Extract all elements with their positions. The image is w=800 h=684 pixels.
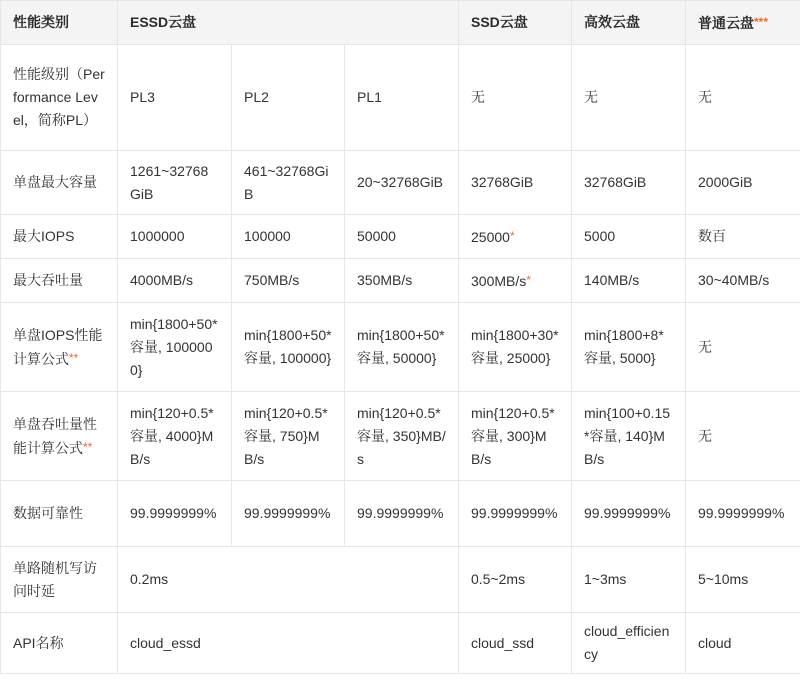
cell-pl1: 350MB/s [345, 259, 459, 303]
cell-essd: cloud_essd [118, 613, 459, 674]
cell-efficiency: cloud_efficiency [572, 613, 686, 674]
row-label-performance-level: 性能级别（Performance Level，简称PL） [1, 45, 118, 151]
row-label-text: 单盘IOPS性能计算公式 [13, 326, 103, 367]
cell-basic: 5~10ms [686, 547, 800, 613]
cell-pl1: 20~32768GiB [345, 151, 459, 215]
cell-efficiency: 5000 [572, 215, 686, 259]
cell-pl3: PL3 [118, 45, 232, 151]
row-label-reliability: 数据可靠性 [1, 481, 118, 547]
row-label-iops-formula [1, 303, 118, 392]
cell-ssd: 0.5~2ms [459, 547, 572, 613]
cell-ssd: 99.9999999% [459, 481, 572, 547]
cell-efficiency: 99.9999999% [572, 481, 686, 547]
cell-pl3: 4000MB/s [118, 259, 232, 303]
cell-ssd-value: 25000 [471, 228, 510, 245]
cell-pl3: min{1800+50*容量, 1000000} [118, 303, 232, 392]
header-basic-footnote-mark: *** [754, 14, 769, 29]
cell-pl1: 50000 [345, 215, 459, 259]
cell-basic: 2000GiB [686, 151, 800, 215]
cell-basic: 99.9999999% [686, 481, 800, 547]
cell-pl2: PL2 [232, 45, 345, 151]
cell-basic: 无 [686, 392, 800, 481]
table-row [1, 215, 800, 259]
cell-pl2: 100000 [232, 215, 345, 259]
cell-basic: 无 [686, 45, 800, 151]
row-label-throughput-formula [1, 392, 118, 481]
header-ssd: SSD云盘 [459, 1, 572, 45]
header-basic [686, 1, 800, 45]
row-label-max-throughput: 最大吞吐量 [1, 259, 118, 303]
cell-pl2: min{1800+50*容量, 100000} [232, 303, 345, 392]
row-label-api-name: API名称 [1, 613, 118, 674]
table-row [1, 45, 800, 151]
cell-efficiency: min{100+0.15*容量, 140}MB/s [572, 392, 686, 481]
cell-ssd: min{1800+30*容量, 25000} [459, 303, 572, 392]
cell-ssd [459, 259, 572, 303]
cell-pl1: PL1 [345, 45, 459, 151]
footnote-mark: ** [83, 439, 93, 454]
row-label-latency: 单路随机写访问时延 [1, 547, 118, 613]
cell-pl2: 461~32768GiB [232, 151, 345, 215]
header-basic-label: 普通云盘 [698, 14, 754, 31]
table-row [1, 547, 800, 613]
table-row [1, 481, 800, 547]
cell-pl3: min{120+0.5*容量, 4000}MB/s [118, 392, 232, 481]
cell-basic: 数百 [686, 215, 800, 259]
row-label-max-iops: 最大IOPS [1, 215, 118, 259]
cell-efficiency: 1~3ms [572, 547, 686, 613]
row-label-max-capacity: 单盘最大容量 [1, 151, 118, 215]
cell-pl1: min{120+0.5*容量, 350}MB/s [345, 392, 459, 481]
cell-pl1: min{1800+50*容量, 50000} [345, 303, 459, 392]
footnote-mark: ** [69, 350, 79, 365]
cell-efficiency: min{1800+8*容量, 5000} [572, 303, 686, 392]
cell-efficiency: 无 [572, 45, 686, 151]
header-efficiency: 高效云盘 [572, 1, 686, 45]
cell-ssd-value: 300MB/s [471, 272, 527, 289]
cell-pl3: 1000000 [118, 215, 232, 259]
cell-ssd: min{120+0.5*容量, 300}MB/s [459, 392, 572, 481]
cell-ssd [459, 215, 572, 259]
row-label-text: 单盘吞吐量性能计算公式 [13, 415, 97, 456]
footnote-mark: * [509, 228, 515, 243]
table-row [1, 259, 800, 303]
cell-pl3: 1261~32768GiB [118, 151, 232, 215]
cell-pl2: min{120+0.5*容量, 750}MB/s [232, 392, 345, 481]
cell-pl2: 99.9999999% [232, 481, 345, 547]
cell-ssd: cloud_ssd [459, 613, 572, 674]
cell-pl1: 99.9999999% [345, 481, 459, 547]
cell-basic: cloud [686, 613, 800, 674]
cell-pl2: 750MB/s [232, 259, 345, 303]
cell-ssd: 无 [459, 45, 572, 151]
table-row [1, 613, 800, 674]
cell-ssd: 32768GiB [459, 151, 572, 215]
table-row [1, 392, 800, 481]
cell-efficiency: 140MB/s [572, 259, 686, 303]
header-essd: ESSD云盘 [118, 1, 459, 45]
table-row [1, 303, 800, 392]
footnote-mark: * [526, 272, 531, 287]
cell-basic: 无 [686, 303, 800, 392]
table-row [1, 151, 800, 215]
cell-pl3: 99.9999999% [118, 481, 232, 547]
header-category: 性能类别 [1, 1, 118, 45]
cell-efficiency: 32768GiB [572, 151, 686, 215]
table-header-row [1, 1, 800, 45]
cell-basic: 30~40MB/s [686, 259, 800, 303]
cell-essd: 0.2ms [118, 547, 459, 613]
